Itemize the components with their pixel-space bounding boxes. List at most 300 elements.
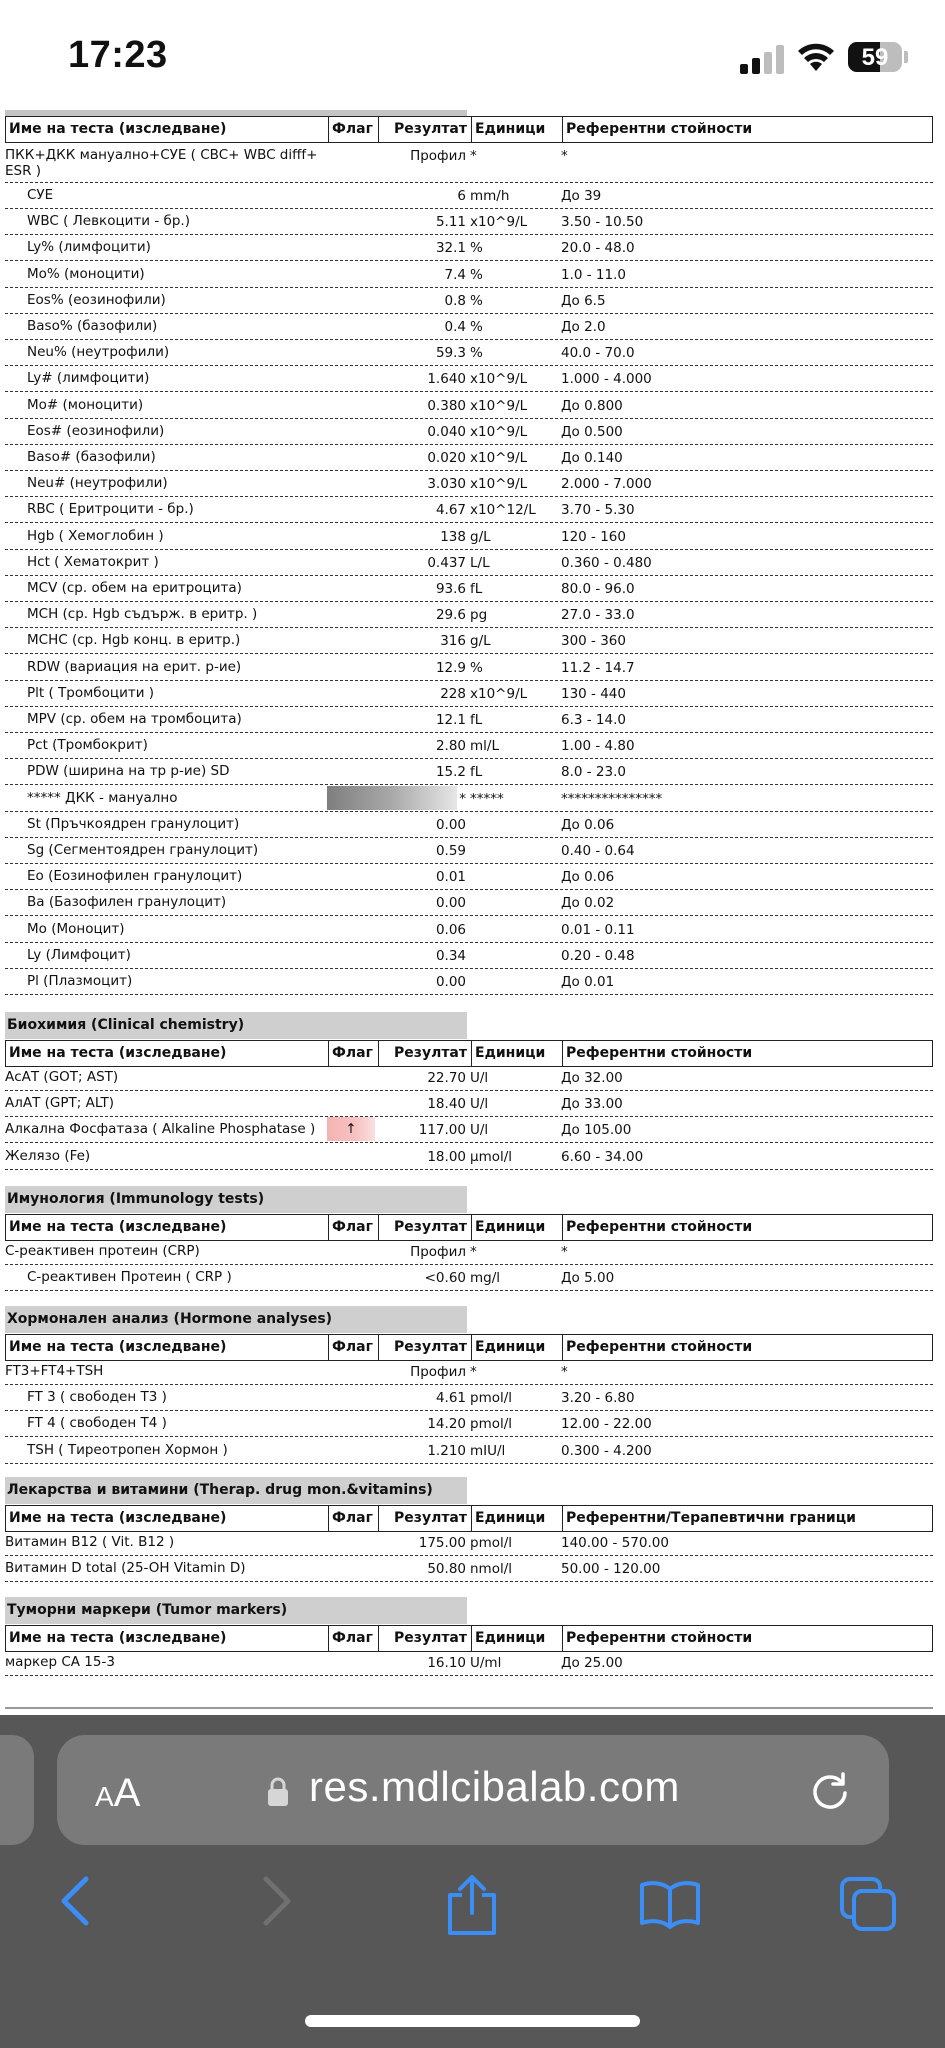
cell-flag (327, 1530, 375, 1554)
cell-flag (327, 1239, 375, 1263)
cell-ref: 27.0 - 33.0 (561, 607, 635, 624)
column-header-result: Резултат (378, 1335, 471, 1360)
cell-ref: 0.01 - 0.11 (561, 921, 635, 938)
table-row (5, 917, 933, 943)
table-row (5, 288, 933, 314)
cell-ref: 3.50 - 10.50 (561, 214, 644, 231)
column-header-unit: Единици (471, 117, 562, 142)
cell-ref: 1.000 - 4.000 (561, 371, 652, 388)
cell-flag (327, 1650, 375, 1674)
table-row (5, 1438, 933, 1464)
cell-res: 0.020 (427, 450, 466, 466)
cell-unit: U/l (470, 1096, 489, 1113)
cell-ref: До 33.00 (561, 1096, 623, 1113)
cell-unit: % (470, 240, 483, 257)
cell-res: 7.4 (444, 266, 466, 283)
section-title: Туморни маркери (Tumor markers) (5, 1597, 467, 1624)
table-row (5, 602, 933, 628)
cell-flag (327, 576, 375, 600)
cell-ref: 80.0 - 96.0 (561, 581, 635, 597)
cell-name: FT3+FT4+TSH (5, 1363, 104, 1379)
cell-flag (327, 1438, 375, 1462)
cell-res: 22.70 (427, 1070, 466, 1086)
table-row (5, 1530, 933, 1556)
cell-res: 29.6 (435, 607, 466, 624)
cell-name: RBC ( Еритроцити - бр.) (27, 501, 194, 518)
cell-unit: pmol/l (470, 1416, 513, 1433)
table-row (5, 1411, 933, 1437)
table-row (5, 183, 933, 209)
cell-name: TSH ( Тиреотропен Хормон ) (27, 1441, 228, 1458)
cell-flag (327, 393, 375, 417)
cell-res: 0.437 (427, 554, 466, 571)
cell-name: FT 4 ( свободен Т4 ) (27, 1415, 167, 1432)
lock-icon (267, 1777, 289, 1807)
cell-res: 12.1 (435, 712, 466, 728)
cell-name: Neu# (неутрофили) (27, 475, 168, 492)
table-row (5, 445, 933, 471)
cell-ref: 20.0 - 48.0 (561, 240, 635, 257)
cell-unit: pmol/l (470, 1535, 513, 1551)
cell-name: Neu% (неутрофили) (27, 344, 170, 361)
cell-res: <0.60 (424, 1270, 466, 1287)
cell-ref: 6.3 - 14.0 (561, 712, 626, 728)
cell-name: АсАТ (GOT; AST) (5, 1069, 119, 1085)
previous-tab-preview[interactable] (0, 1735, 34, 1845)
cell-res: 1.640 (427, 371, 466, 388)
url-text[interactable]: res.mdlcibalab.com (309, 1763, 680, 1810)
cell-name: FT 3 ( свободен Т3 ) (27, 1389, 167, 1406)
cell-name: маркер СА 15-3 (5, 1654, 115, 1670)
cell-flag (327, 288, 375, 312)
reader-options-button[interactable]: AA (95, 1771, 141, 1815)
column-header-name: Име на теста (изследване) (9, 1219, 227, 1235)
cell-flag (327, 183, 375, 207)
cell-ref: До 32.00 (561, 1070, 623, 1086)
table-row (5, 1359, 933, 1385)
cell-unit: x10^9/L (470, 397, 528, 414)
cell-res: 0.01 (435, 869, 466, 886)
cell-flag (327, 1411, 375, 1435)
column-header-name: Име на теста (изследване) (9, 121, 227, 137)
table-row (5, 838, 933, 864)
table-row (5, 733, 933, 759)
cell-res: Профил (410, 1244, 466, 1260)
column-header-unit: Единици (471, 1041, 562, 1066)
home-indicator (305, 2015, 640, 2027)
cell-flag (327, 917, 375, 941)
cell-ref: До 105.00 (561, 1122, 632, 1139)
cell-ref: До 0.800 (561, 397, 623, 414)
cell-flag (327, 314, 375, 338)
cell-ref: * (561, 1364, 568, 1380)
cell-res: 3.030 (427, 476, 466, 493)
cell-name: Ly% (лимфоцити) (27, 239, 151, 256)
table-row (5, 1144, 933, 1170)
cell-res: Профил (410, 1364, 466, 1380)
cell-unit: fL (470, 764, 483, 781)
cell-res: 4.61 (435, 1390, 466, 1407)
cell-unit: % (470, 659, 483, 676)
table-row (5, 628, 933, 654)
cell-ref: До 2.0 (561, 319, 606, 335)
cell-name: Baso# (базофили) (27, 449, 156, 465)
cell-unit: U/ml (470, 1655, 502, 1671)
cell-unit: pmol/l (470, 1390, 513, 1407)
wifi-icon (796, 40, 836, 74)
cell-unit: * (470, 1364, 477, 1380)
table-row (5, 235, 933, 261)
cell-name: WBC ( Левкоцити - бр.) (27, 213, 190, 230)
column-header-ref: Референтни стойности (562, 1215, 934, 1240)
section-title: Лекарства и витамини (Therap. drug mon.&vitamins) (5, 1477, 467, 1504)
cellular-signal-icon (740, 44, 784, 74)
cell-name: Hct ( Хематокрит ) (27, 553, 159, 570)
table-row (5, 393, 933, 419)
tabs-icon[interactable] (838, 1875, 898, 1933)
cell-flag (327, 759, 375, 783)
cell-ref: До 39 (561, 188, 602, 204)
cell-flag (327, 550, 375, 574)
table-row (5, 143, 933, 183)
column-header-ref: Референтни стойности (562, 1335, 934, 1360)
column-header-result: Резултат (378, 1215, 471, 1240)
table-row (5, 943, 933, 969)
cell-unit: x10^9/L (470, 450, 528, 466)
cell-name: Алкална Фосфатаза ( Alkaline Phosphatase ) (5, 1121, 316, 1138)
cell-unit: % (470, 266, 483, 283)
cell-name: АлАТ (GPT; ALT) (5, 1095, 115, 1112)
cell-res: * (459, 790, 466, 807)
cell-flag (327, 733, 375, 757)
cell-name: Mo (Моноцит) (27, 920, 125, 937)
cell-unit: U/l (470, 1070, 489, 1086)
status-time: 17:23 (68, 34, 168, 76)
column-header-unit: Единици (471, 1626, 562, 1651)
battery-icon (848, 42, 902, 72)
cell-unit: nmol/l (470, 1561, 513, 1578)
battery-level: 59 (861, 44, 889, 71)
cell-res: 93.6 (435, 581, 466, 597)
cell-res: 2.80 (435, 738, 466, 755)
cell-flag (327, 445, 375, 469)
table-row (5, 1117, 933, 1143)
cell-unit: mm/h (470, 188, 510, 204)
table-header (5, 1040, 933, 1067)
table-row (5, 1091, 933, 1117)
cell-res: 50.80 (427, 1561, 466, 1578)
section-title: Биохимия (Clinical chemistry) (5, 1012, 467, 1039)
column-header-flag: Флаг (328, 1041, 378, 1066)
cell-ref: 1.00 - 4.80 (561, 738, 635, 755)
column-header-name: Име на теста (изследване) (9, 1630, 227, 1646)
cell-name: Mo% (моноцити) (27, 265, 145, 282)
column-header-name: Име на теста (изследване) (9, 1045, 227, 1061)
table-row (5, 366, 933, 392)
reload-icon[interactable] (809, 1769, 851, 1811)
table-header (5, 1625, 933, 1652)
table-row (5, 969, 933, 995)
cell-flag (327, 497, 375, 521)
cell-res: 117.00 (418, 1122, 466, 1139)
cell-unit: x10^9/L (470, 476, 528, 493)
cell-res: 0.8 (444, 292, 466, 309)
status-bar (0, 0, 945, 110)
cell-unit: U/l (470, 1122, 489, 1139)
cell-res: 0.59 (435, 843, 466, 859)
cell-name: Eo (Еозинофилен гранулоцит) (27, 868, 243, 885)
table-row (5, 550, 933, 576)
table-header (5, 1214, 933, 1241)
table-row (5, 314, 933, 340)
cell-flag (327, 864, 375, 888)
cell-unit: * (470, 148, 477, 164)
forward-icon[interactable] (260, 1875, 296, 1927)
table-row (5, 1385, 933, 1411)
cell-ref: 11.2 - 14.7 (561, 659, 635, 676)
cell-unit: % (470, 292, 483, 309)
cell-name: MCHC (ср. Hgb конц. в еритр.) (27, 632, 241, 649)
column-header-flag: Флаг (328, 1626, 378, 1651)
cell-unit: % (470, 345, 483, 362)
column-header-ref: Референтни стойности (562, 117, 934, 142)
cell-res: 0.040 (427, 423, 466, 440)
table-header (5, 116, 933, 143)
cell-flag (327, 707, 375, 731)
cell-name: С-реактивен Протеин ( CRP ) (27, 1269, 232, 1286)
cell-res: 14.20 (427, 1416, 466, 1433)
table-row (5, 812, 933, 838)
cell-res: 32.1 (435, 240, 466, 257)
cell-ref: *************** (561, 790, 663, 807)
cell-res: 0.00 (435, 974, 466, 990)
cell-name: MPV (ср. обем на тромбоцита) (27, 711, 242, 727)
cell-res: 1.210 (427, 1442, 466, 1459)
cell-name: Ly (Лимфоцит) (27, 946, 131, 963)
column-header-unit: Единици (471, 1506, 562, 1531)
cell-ref: До 6.5 (561, 292, 606, 309)
cell-flag (327, 838, 375, 862)
browser-toolbar (0, 1715, 945, 2048)
cell-ref: До 0.140 (561, 450, 623, 466)
cell-flag (327, 209, 375, 233)
cell-unit: * (470, 1244, 477, 1260)
cell-flag (327, 340, 375, 364)
cell-flag (327, 812, 375, 836)
cell-flag (327, 890, 375, 914)
cell-res: 4.67 (435, 502, 466, 519)
cell-ref: * (561, 1244, 568, 1260)
cell-unit: mg/l (470, 1270, 501, 1287)
cell-unit: g/L (470, 633, 491, 650)
cell-name: Pct (Тромбокрит) (27, 737, 148, 754)
table-row (5, 497, 933, 523)
cell-res: Профил (410, 148, 466, 164)
section-title: Имунология (Immunology tests) (5, 1186, 467, 1213)
cell-res: 175.00 (418, 1535, 466, 1551)
cell-res: 138 (440, 528, 466, 545)
cell-ref: 1.0 - 11.0 (561, 266, 626, 283)
cell-res: 5.11 (435, 214, 466, 231)
table-row (5, 340, 933, 366)
cell-flag (327, 1265, 375, 1289)
table-row (5, 786, 933, 812)
cell-ref: 40.0 - 70.0 (561, 345, 635, 362)
cell-unit: µmol/l (470, 1148, 513, 1165)
cell-res: 0.00 (435, 895, 466, 912)
cell-flag (327, 1359, 375, 1383)
address-bar[interactable] (57, 1735, 889, 1845)
column-header-flag: Флаг (328, 1215, 378, 1240)
table-row (5, 1650, 933, 1676)
cell-flag (327, 681, 375, 705)
column-header-flag: Флаг (328, 1506, 378, 1531)
cell-name: Mo# (моноцити) (27, 396, 144, 413)
cell-ref: 0.300 - 4.200 (561, 1442, 652, 1459)
cell-name: СУЕ (27, 187, 54, 203)
cell-name: Eos# (еозинофили) (27, 422, 165, 439)
cell-ref: До 0.06 (561, 869, 615, 886)
cell-res: 0.06 (435, 921, 466, 938)
cell-unit: L/L (470, 554, 490, 571)
table-header (5, 1505, 933, 1532)
table-row (5, 576, 933, 602)
cell-flag: ↑ (327, 1117, 375, 1141)
cell-ref: До 0.06 (561, 816, 615, 833)
column-header-flag: Флаг (328, 1335, 378, 1360)
cell-res: 0.4 (444, 319, 466, 335)
cell-flag (327, 143, 375, 167)
cell-name: Baso% (базофили) (27, 318, 158, 334)
cell-ref: * (561, 148, 568, 164)
cell-unit: x10^9/L (470, 685, 528, 702)
cell-ref: 300 - 360 (561, 633, 626, 650)
column-header-ref: Референтни стойности (562, 1626, 934, 1651)
cell-name: Ly# (лимфоцити) (27, 370, 150, 387)
cell-res: 0.380 (427, 397, 466, 414)
share-icon[interactable] (444, 1873, 500, 1937)
cell-ref: 2.000 - 7.000 (561, 476, 652, 493)
cell-flag (327, 235, 375, 259)
table-row (5, 707, 933, 733)
cell-unit: x10^9/L (470, 423, 528, 440)
cell-flag (327, 471, 375, 495)
cell-ref: 130 - 440 (561, 685, 626, 702)
cell-name: Желязо (Fe) (5, 1147, 91, 1164)
column-header-name: Име на теста (изследване) (9, 1510, 227, 1526)
cell-name: St (Пръчкоядрен гранулоцит) (27, 815, 240, 832)
cell-unit: pg (470, 607, 488, 624)
cell-name: Pl (Плазмоцит) (27, 973, 133, 989)
table-row (5, 1065, 933, 1091)
cell-ref: 0.20 - 0.48 (561, 947, 635, 964)
cell-name: PDW (ширина на тр р-ие) SD (27, 763, 230, 780)
column-header-ref: Референтни стойности (562, 1041, 934, 1066)
cell-ref: До 0.02 (561, 895, 615, 912)
column-header-result: Резултат (378, 1506, 471, 1531)
cell-flag (327, 262, 375, 286)
column-header-ref: Референтни/Терапевтични граници (562, 1506, 934, 1531)
cell-ref: 120 - 160 (561, 528, 626, 545)
cell-res: 18.40 (427, 1096, 466, 1113)
document-end-rule (5, 1707, 933, 1709)
cell-flag (327, 419, 375, 443)
cell-flag (327, 366, 375, 390)
cell-flag (327, 1144, 375, 1168)
cell-ref: 50.00 - 120.00 (561, 1561, 661, 1578)
cell-ref: 0.40 - 0.64 (561, 843, 635, 859)
cell-ref: 3.70 - 5.30 (561, 502, 635, 519)
table-row (5, 419, 933, 445)
cell-flag (327, 524, 375, 548)
cell-name: ПКК+ДКК мануално+СУЕ ( CBC+ WBC difff+ ESR ) (5, 147, 318, 179)
cell-flag (327, 1091, 375, 1115)
cell-name: Sg (Сегментоядрен гранулоцит) (27, 842, 259, 858)
cell-ref: До 25.00 (561, 1655, 623, 1671)
table-row (5, 681, 933, 707)
cell-unit: fL (470, 581, 483, 597)
cell-flag (327, 1385, 375, 1409)
cell-flag (327, 1065, 375, 1089)
cell-ref: До 0.01 (561, 974, 615, 990)
table-row (5, 759, 933, 785)
cell-res: 59.3 (435, 345, 466, 362)
column-header-result: Резултат (378, 1041, 471, 1066)
lab-results-document (0, 110, 945, 1715)
cell-flag (327, 969, 375, 993)
cell-name: Витамин D total (25-OH Vitamin D) (5, 1560, 246, 1577)
bookmarks-icon[interactable] (638, 1879, 702, 1929)
cell-unit: g/L (470, 528, 491, 545)
section-title: Хормонален анализ (Hormone analyses) (5, 1306, 467, 1333)
cell-flag (327, 602, 375, 626)
cell-name: С-реактивен протеин (CRP) (5, 1243, 200, 1259)
cell-unit: x10^12/L (470, 502, 536, 519)
cell-res: 228 (440, 685, 466, 702)
table-row (5, 209, 933, 235)
cell-name: Ba (Базофилен гранулоцит) (27, 894, 227, 911)
column-header-result: Резултат (378, 117, 471, 142)
table-row (5, 655, 933, 681)
table-row (5, 890, 933, 916)
cell-flag (327, 628, 375, 652)
table-row (5, 471, 933, 497)
cell-res: 16.10 (427, 1655, 466, 1671)
cell-res: 15.2 (435, 764, 466, 781)
column-header-name: Име на теста (изследване) (9, 1339, 227, 1355)
cell-ref: 3.20 - 6.80 (561, 1390, 635, 1407)
column-header-unit: Единици (471, 1335, 562, 1360)
table-row (5, 524, 933, 550)
cell-ref: До 5.00 (561, 1270, 615, 1287)
cell-ref: 12.00 - 22.00 (561, 1416, 652, 1433)
cell-name: Hgb ( Хемоглобин ) (27, 527, 164, 544)
back-icon[interactable] (56, 1875, 92, 1927)
cell-flag (327, 655, 375, 679)
cell-unit: ml/L (470, 738, 499, 755)
cell-unit: fL (470, 712, 483, 728)
column-header-unit: Единици (471, 1215, 562, 1240)
cell-res: 18.00 (427, 1148, 466, 1165)
cell-res: 0.34 (435, 947, 466, 964)
cell-res: 12.9 (435, 659, 466, 676)
cell-unit: x10^9/L (470, 214, 528, 231)
cell-name: Eos% (еозинофили) (27, 291, 166, 308)
cell-name: MCH (ср. Hgb съдърж. в еритр. ) (27, 606, 258, 623)
cell-ref: 8.0 - 23.0 (561, 764, 626, 781)
cell-res: 0.00 (435, 816, 466, 833)
cell-ref: 6.60 - 34.00 (561, 1148, 644, 1165)
